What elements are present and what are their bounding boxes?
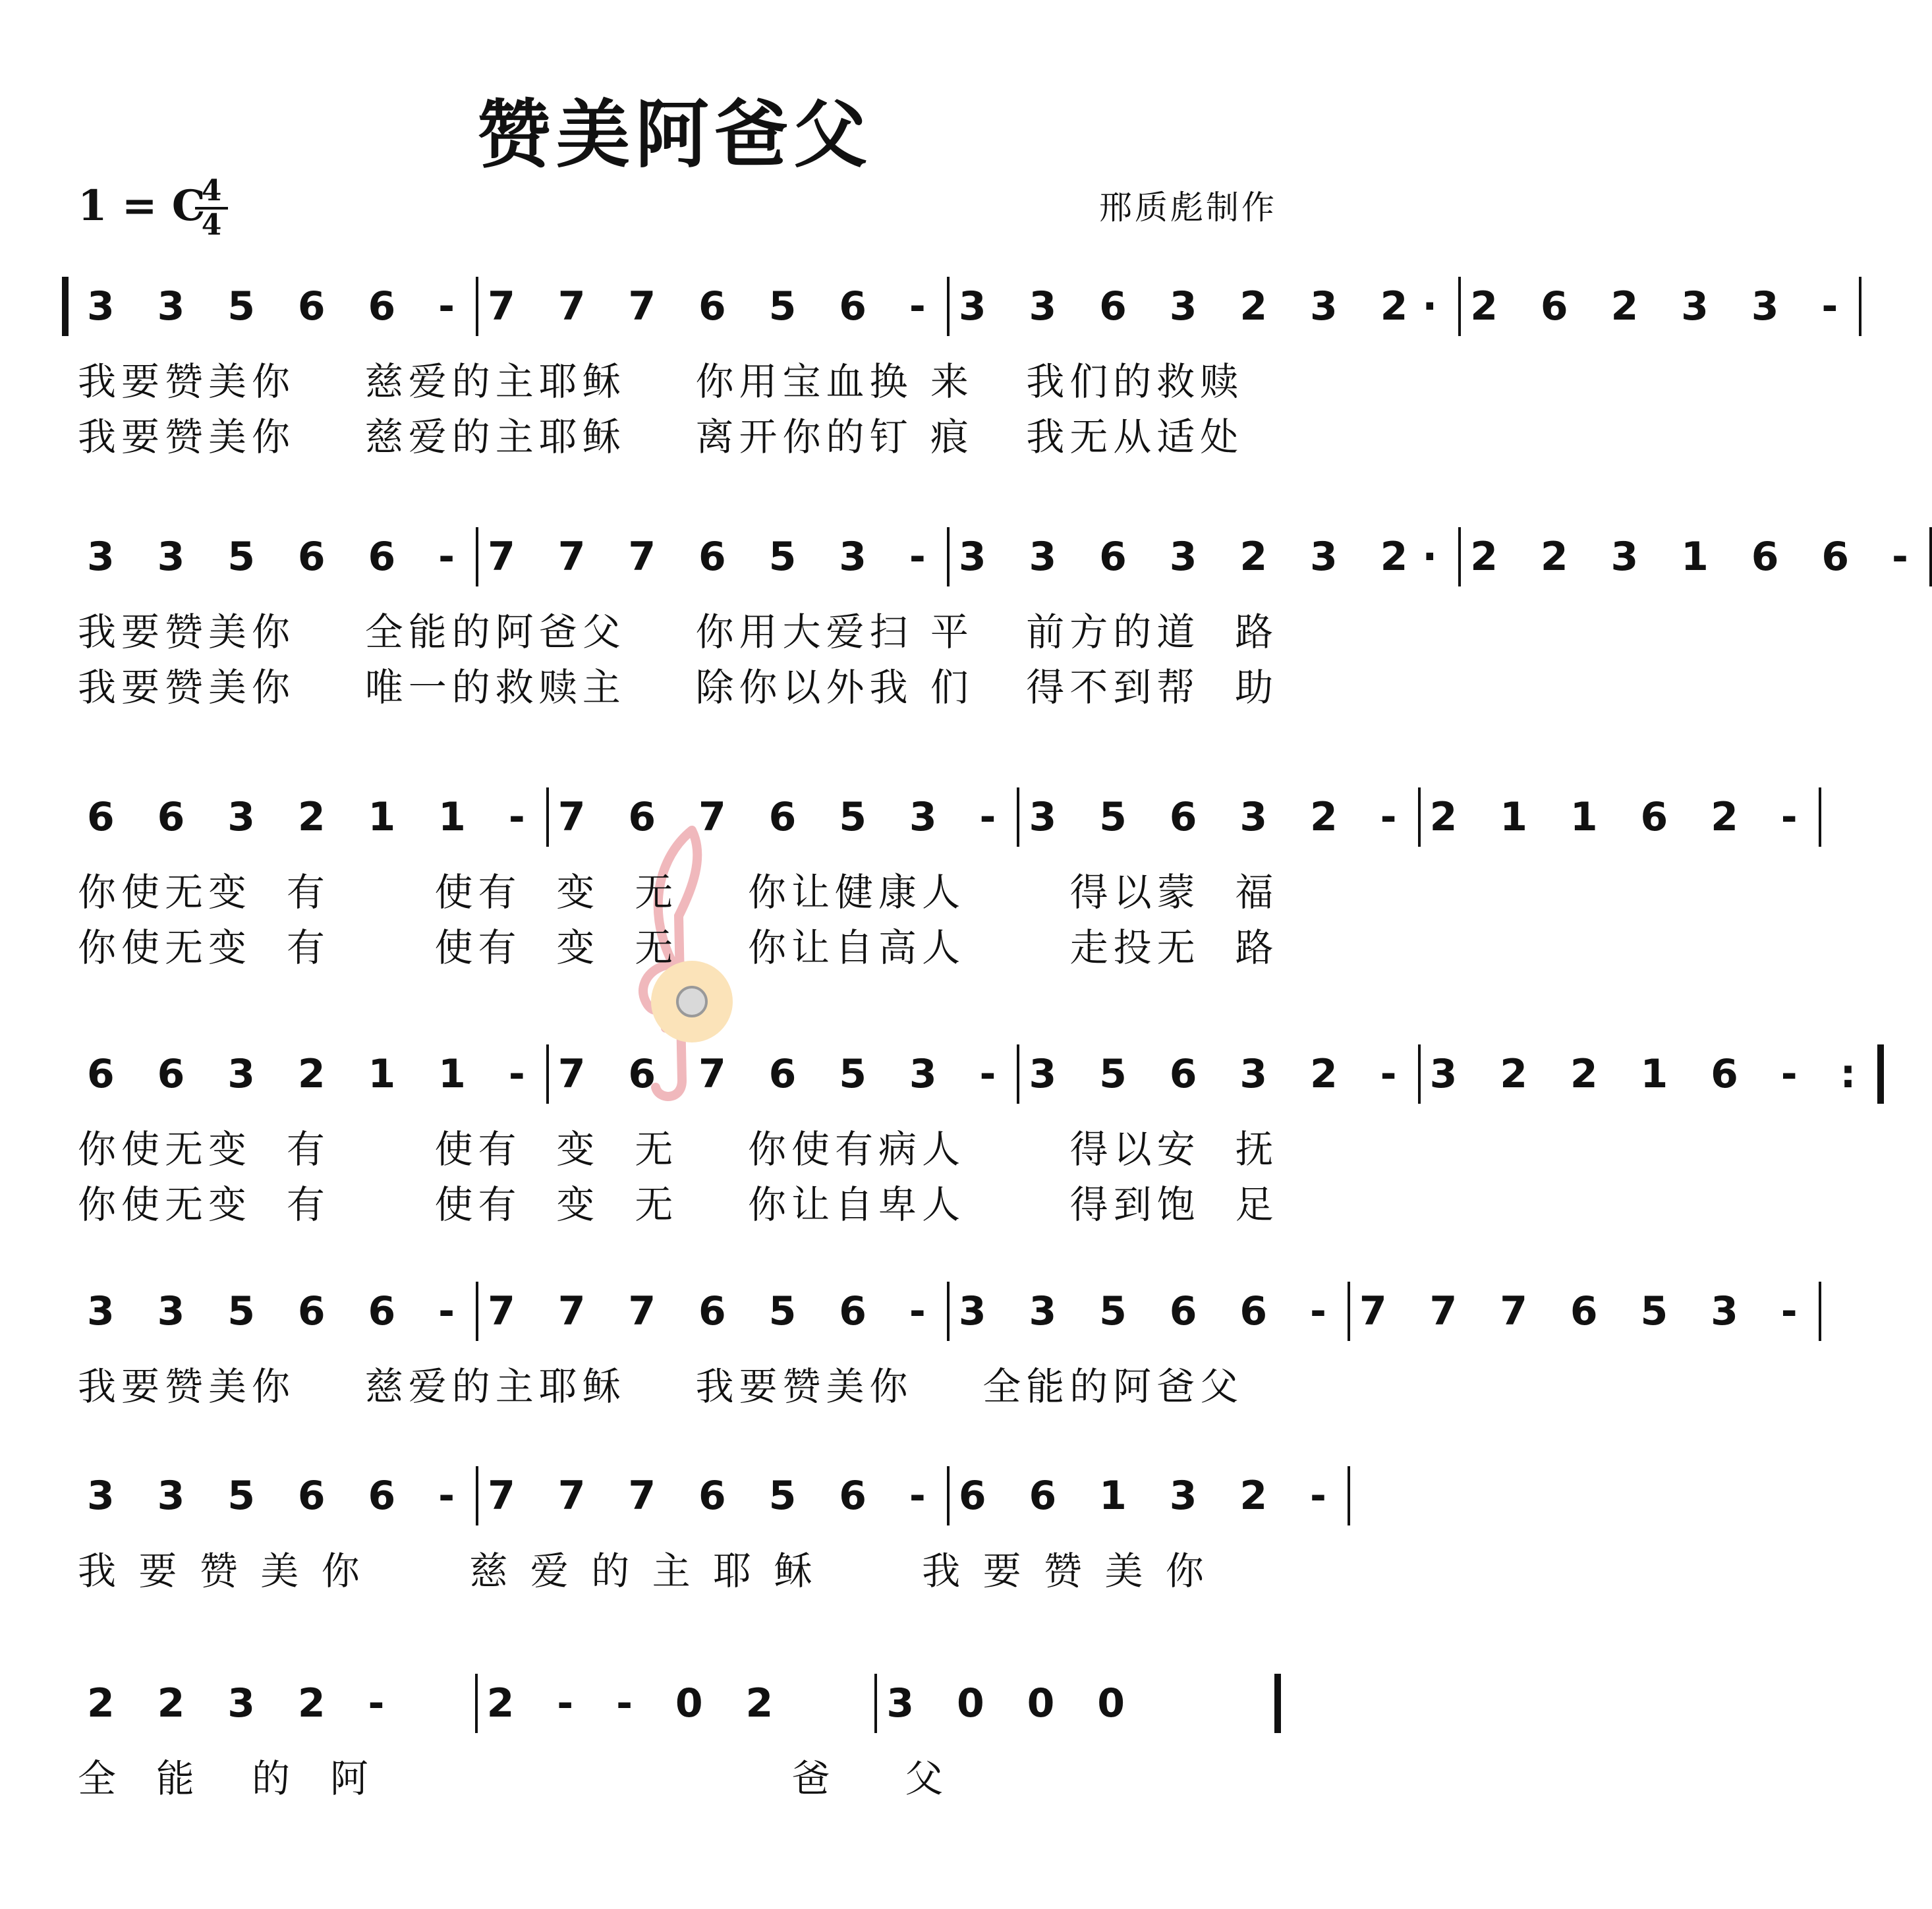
measure-notes: 7 7 7 6 5 3 - bbox=[488, 534, 940, 580]
measure-notes: 3 3 6 3 2 3 2· bbox=[958, 283, 1452, 329]
measure bbox=[78, 527, 478, 580]
lyric-line: 我要赞美你 慈爱的主耶稣 离开你的钉 痕 我无从适处 bbox=[78, 414, 1244, 459]
measure-notes: 6 6 3 2 1 1 - bbox=[87, 1051, 540, 1097]
lyric-line: 你使无变 有 使有 变 无 你使有病人 得以安 抚 bbox=[78, 1127, 1279, 1172]
measure-notes: 3 3 5 6 6 - bbox=[87, 283, 470, 329]
measure-notes: 3 3 6 3 2 3 2· bbox=[958, 534, 1452, 580]
time-signature-bottom: 4 bbox=[201, 208, 222, 242]
measure bbox=[478, 1282, 950, 1334]
measure bbox=[478, 1466, 950, 1519]
lyric-line: 你使无变 有 使有 变 无 你让自高人 走投无 路 bbox=[78, 925, 1279, 970]
lyric-line: 全 能 的 阿 爸 父 bbox=[78, 1756, 949, 1801]
measure bbox=[78, 277, 478, 329]
measure-notes: 7 7 7 6 5 6 - bbox=[488, 283, 940, 329]
measure bbox=[1461, 527, 1932, 580]
measure-notes: 2 - - 0 2 bbox=[486, 1680, 788, 1726]
measure-notes: 2 1 1 6 2 - bbox=[1429, 794, 1812, 840]
lyric-line: 我要赞美你 慈爱的主耶稣 你用宝血换 来 我们的救赎 bbox=[78, 359, 1244, 404]
measure bbox=[478, 277, 950, 329]
measure-notes: 3 3 5 6 6 - bbox=[958, 1288, 1341, 1334]
measure bbox=[78, 787, 549, 840]
measure bbox=[1019, 1044, 1420, 1097]
measure-notes: 2 2 3 1 6 6 - bbox=[1470, 534, 1923, 580]
lyric-line: 你使无变 有 使有 变 无 你让自卑人 得到饱 足 bbox=[78, 1182, 1279, 1227]
page-title: 赞美阿爸父 bbox=[477, 92, 872, 178]
time-signature-top: 4 bbox=[201, 174, 222, 208]
lyric-line: 我要赞美你 全能的阿爸父 你用大爱扫 平 前方的道 路 bbox=[78, 610, 1279, 654]
lyric-line: 我要赞美你 唯一的救赎主 除你以外我 们 得不到帮 助 bbox=[78, 665, 1279, 710]
measure-notes: 6 6 1 3 2 - bbox=[958, 1473, 1341, 1519]
measure bbox=[950, 277, 1461, 329]
measure-notes: 6 6 3 2 1 1 - bbox=[87, 794, 540, 840]
measure bbox=[950, 1282, 1350, 1334]
time-signature bbox=[195, 174, 228, 242]
author-credit: 邢质彪制作 bbox=[1099, 188, 1277, 227]
measure bbox=[950, 1466, 1350, 1519]
measure-notes: 7 6 7 6 5 3 - bbox=[557, 794, 1011, 840]
measure bbox=[1421, 1044, 1880, 1097]
measure-notes: 3 3 5 6 6 - bbox=[87, 1473, 470, 1519]
measure bbox=[78, 1044, 549, 1097]
measure bbox=[950, 527, 1461, 580]
measure bbox=[78, 1282, 478, 1334]
measure-notes: 3 5 6 3 2 - bbox=[1029, 1051, 1411, 1097]
measure-notes: 3 3 5 6 6 - bbox=[87, 534, 470, 580]
measure bbox=[478, 527, 950, 580]
measure bbox=[1421, 787, 1821, 840]
measure bbox=[549, 1044, 1020, 1097]
lyric-line: 我要赞美你 慈爱的主耶稣 我要赞美你 全能的阿爸父 bbox=[78, 1364, 1244, 1409]
measure bbox=[478, 1674, 878, 1726]
measure-notes: 2 2 3 2 - bbox=[87, 1680, 399, 1726]
measure bbox=[1461, 277, 1861, 329]
measure-notes: 3 2 2 1 6 - : bbox=[1429, 1051, 1871, 1097]
measure bbox=[549, 787, 1020, 840]
measure bbox=[1019, 787, 1420, 840]
measure bbox=[1350, 1282, 1821, 1334]
measure bbox=[78, 1466, 478, 1519]
measure bbox=[877, 1674, 1277, 1726]
measure bbox=[78, 1674, 478, 1726]
measure-notes: 2 6 2 3 3 - bbox=[1470, 283, 1853, 329]
measure-notes: 3 5 6 3 2 - bbox=[1029, 794, 1411, 840]
key-signature: 1 = C bbox=[78, 181, 206, 231]
lyric-line: 我 要 赞 美 你 慈 爱 的 主 耶 稣 我 要 赞 美 你 bbox=[78, 1549, 1209, 1593]
measure-notes: 7 6 7 6 5 3 - bbox=[557, 1051, 1011, 1097]
lyric-line: 你使无变 有 使有 变 无 你让健康人 得以蒙 福 bbox=[78, 870, 1279, 915]
measure-notes: 7 7 7 6 5 6 - bbox=[488, 1473, 940, 1519]
measure-notes: 3 3 5 6 6 - bbox=[87, 1288, 470, 1334]
measure-notes: 7 7 7 6 5 3 - bbox=[1359, 1288, 1812, 1334]
measure-notes: 7 7 7 6 5 6 - bbox=[488, 1288, 940, 1334]
measure-notes: 3 0 0 0 bbox=[886, 1680, 1140, 1726]
